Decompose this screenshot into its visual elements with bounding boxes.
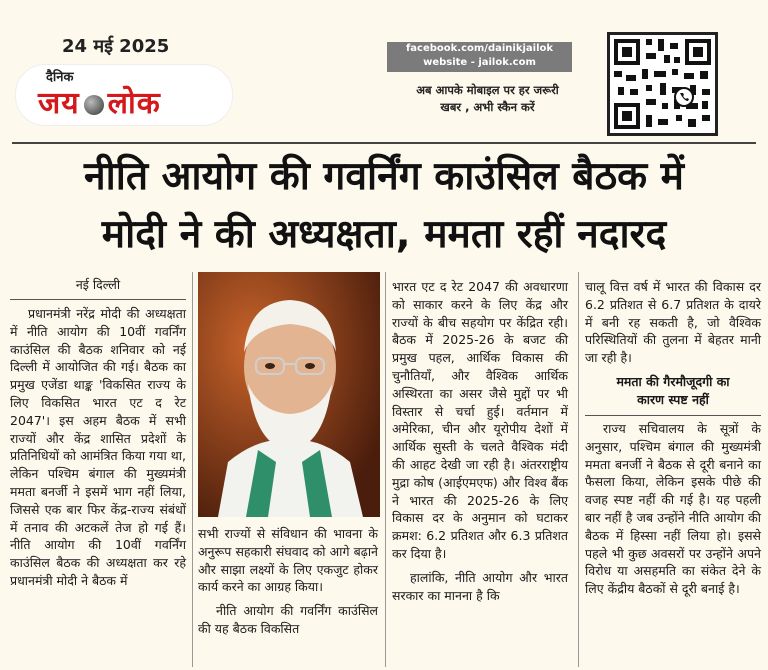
column-divider <box>385 272 386 667</box>
subheading-line2: कारण स्पष्ट नहीं <box>637 391 709 407</box>
newspaper-logo <box>15 64 233 126</box>
scan-prompt-line1: अब आपके मोबाइल पर हर जरूरी <box>416 83 559 97</box>
facebook-link[interactable]: facebook.com/dainikjailok <box>405 43 554 54</box>
main-headline <box>0 148 768 264</box>
logo-left-word: जय <box>38 86 80 121</box>
headline-top-rule <box>12 142 756 144</box>
website-link[interactable]: website - jailok.com <box>423 57 536 68</box>
person-photo-icon <box>198 272 380 517</box>
qr-code-icon[interactable] <box>607 32 718 136</box>
headline-line1: नीति आयोग की गवर्निंग काउंसिल बैठक में <box>83 154 684 199</box>
issue-date: 24 मई 2025 <box>62 36 170 57</box>
article-column-3 <box>392 278 568 604</box>
article-column-4 <box>585 278 761 598</box>
pm-photo <box>198 272 380 517</box>
article-column-1 <box>10 305 186 590</box>
article-paragraph: हालांकि, नीति आयोग और भारत सरकार का मानना है कि <box>392 569 568 603</box>
logo-main-text <box>38 81 161 122</box>
scan-prompt <box>400 82 575 116</box>
subheading-line1: ममता की गैरमौजूदगी का <box>616 373 730 389</box>
article-column-2 <box>198 525 378 638</box>
masthead <box>0 0 768 140</box>
social-links-box <box>387 42 572 72</box>
logo-small-text: दैनिक <box>46 70 74 85</box>
column-divider <box>578 272 579 667</box>
article-paragraph: प्रधानमंत्री नरेंद्र मोदी की अध्यक्षता में नीति आयोग की 10वीं गवर्निंग काउंसिल की बैठक शनिवार को नई दिल्ली में आयोजित की गई। बैठक का प्रमुख एजेंडा थाङ्क 'विकसित राज्य के लिए विकसित भारत एट द रेट 2047'। इस अहम बैठक में सभी राज्यों और केंद्र शासित प्रदेशों के प्रतिनिधियों को आमंत्रित किया गया था, लेकिन पश्चिम बंगाल की मुख्यमंत्री ममता बनर्जी ने इसमें भाग नहीं लिया, जिससे एक बार फिर केंद्र-राज्य संबंधों में तनाव की अटकलें तेज हो गई हैं। नीति आयोग की 10वीं गवर्निंग काउंसिल बैठक की अध्यक्षता कर रहे प्रधानमंत्री मोदी ने बैठक में <box>10 306 186 588</box>
article-paragraph: नीति आयोग की गवर्निंग काउंसिल की यह बैठक विकसित <box>198 603 378 636</box>
article-paragraph: राज्य सचिवालय के सूत्रों के अनुसार, पश्चिम बंगाल की मुख्यमंत्री ममता बनर्जी ने बैठक से दूरी बनाने का फैसला किया, लेकिन इसके पीछे की वजह स्पष्ट नहीं की गई है। यह पहली बार नहीं है जब उन्होंने नीति आयोग की बैठक में हिस्सा नहीं लिया हो। इससे पहले भी कुछ अवसरों पर उन्होंने अपने विरोध या असहमति का संकेत देने के लिए केंद्रीय बैठकों से दूरी बनाई है। <box>585 420 761 597</box>
article-paragraph: भारत एट द रेट 2047 की अवधारणा को साकार करने के लिए केंद्र और राज्यों के बीच सहयोग पर केंद्रित रही। बैठक में 2025-26 के बजट की प्रमुख पहल, आर्थिक विकास की चुनौतियाँ, और वैश्विक आर्थिक अस्थिरता का असर जैसे मुद्दों पर भी विस्तार से चर्चा हुई। वर्तमान में अमेरिका, चीन और यूरोपीय देशों में आर्थिक सुस्ती के चलते वैश्विक मंदी की आहट देखी जा रही है। अंतरराष्ट्रीय मुद्रा कोष (आईएमएफ) और विश्व बैंक ने भारत की 2025-26 के लिए विकास दर के अनुमान को घटाकर क्रमश: 6.2 प्रतिशत और 6.3 प्रतिशत कर दिया है। <box>392 279 568 561</box>
scan-prompt-line2: खबर , अभी स्कैन करें <box>440 100 535 114</box>
logo-right-word: लोक <box>107 86 161 121</box>
headline-line2: मोदी ने की अध्यक्षता, ममता रहीं नदारद <box>101 212 667 257</box>
column-divider <box>192 272 193 667</box>
article-subheading <box>585 373 761 416</box>
article-dateline: नई दिल्ली <box>10 276 186 300</box>
article-paragraph: सभी राज्यों से संविधान की भावना के अनुरूप सहकारी संघवाद को आगे बढ़ाने और साझा लक्ष्यों के लिए एकजुट होकर कार्य करने का आग्रह किया। <box>198 526 378 595</box>
logo-ball-icon <box>84 95 104 115</box>
article-paragraph: चालू वित्त वर्ष में भारत की विकास दर 6.2 प्रतिशत से 6.7 प्रतिशत के दायरे में बनी रह सकती है, जो वैश्विक परिस्थितियों की तुलना में बेहतर मानी जा रही है। <box>585 279 761 366</box>
